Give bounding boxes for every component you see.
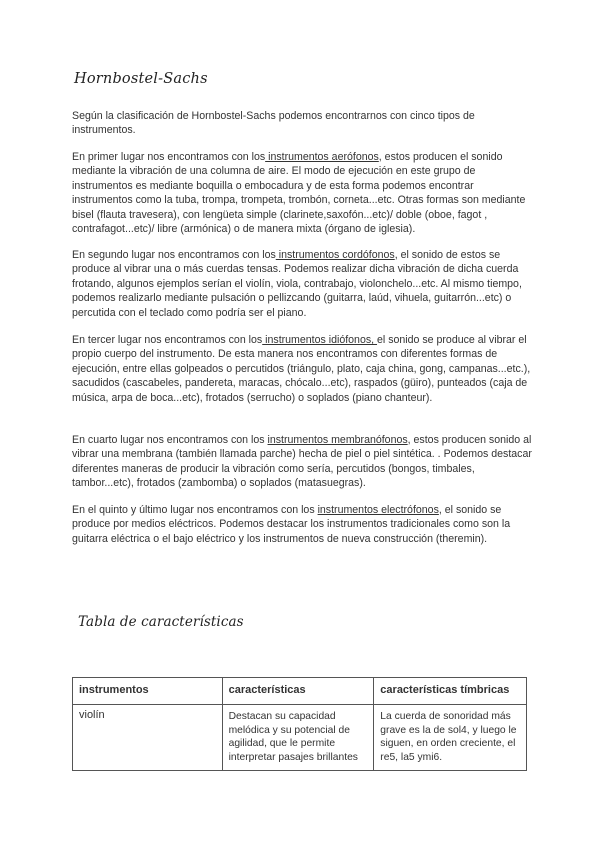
column-header-timbre: características tímbricas — [374, 678, 527, 705]
link-electrophones[interactable]: instrumentos electrófonos — [317, 504, 439, 516]
link-membranophones[interactable]: instrumentos membranófonos — [267, 434, 408, 446]
paragraph-text: , estos producen el sonido mediante la vibración de una columna de aire. El modo de ejecución en este grupo de instrumentos es mediante boquilla o embocadura y de esta forma podemos encontrar instrumentos como la tuba, trompa, trompeta, trombón, corneta...etc. Otras formas son mediante bisel (flauta travesera), con lengüeta simple (clarinete,saxofón...etc)/ doble (oboe, fagot , contrafagot...etc)/ libre (armónica) o de manera mixta (órgano de iglesia). — [72, 151, 526, 236]
paragraph-text: , el sonido se produce por medios eléctricos. Podemos destacar los instrumentos tradicionales como son la guitarra eléctrica o el bajo eléctrico y los instrumentos de nueva construcción (theremin). — [72, 504, 511, 545]
intro-paragraph: Según la clasificación de Hornbostel-Sachs podemos encontrarnos con cinco tipos de instrumentos. — [72, 110, 475, 137]
link-aerophones[interactable]: instrumentos aerófonos — [265, 151, 379, 163]
paragraph-idiophones — [72, 333, 534, 405]
paragraph-text: , el sonido de estos se produce al vibrar una o más cuerdas tensas. Podemos realizar dicha vibración de dicha cuerda frotando, algunos ejemplos serían el violín, viola, contrabajo, violonchelo...etc. Al mismo tiempo, podemos realizarlo mediante pulsación o pellizcando (guitarra, laúd, vihuela, guitarrón...etc) o percutida con el teclado como podría ser el piano. — [72, 249, 522, 319]
paragraph-text: En tercer lugar nos encontramos con los — [72, 334, 263, 346]
paragraph-text: En primer lugar nos encontramos con los — [72, 151, 266, 163]
table-cell-instrument: violín — [73, 705, 223, 771]
table-cell-characteristics: Destacan su capacidad melódica y su potencial de agilidad, que le permite interpretar pasajes brillantes — [222, 705, 374, 771]
table-row — [73, 705, 527, 771]
paragraph-text: En el quinto y último lugar nos encontramos con los — [72, 504, 318, 516]
paragraph-membranophones — [72, 433, 534, 491]
paragraph-text: En segundo lugar nos encontramos con los — [72, 249, 276, 261]
column-header-instruments: instrumentos — [73, 678, 223, 705]
table-header-row — [73, 678, 527, 705]
paragraph-chordophones — [72, 248, 534, 320]
link-idiophones[interactable]: instrumentos idiófonos, — [262, 334, 378, 346]
paragraph-text: el sonido se produce al vibrar el propio cuerpo del instrumento. De esta manera nos encontramos con diferentes formas de ejecución, entre ellas golpeados o percutidos (triángulo, plato, caja china, gong, campanas...etc.), sacudidos (cascabeles, pandereta, maracas, chócalo...etc), raspados (güiro), punteados (caja de música, arpa de boca...etc), frotados (serrucho) o soplados (piano chanteur). — [72, 334, 531, 404]
paragraph-text: , estos producen sonido al vibrar una membrana (también llamada parche) hecha de piel o piel sintética. . Podemos destacar diferentes maneras de producir la vibración como sería, percutidos (bongos, timbales, tambor...etc), frotados (zambomba) o soplados (matasuegras). — [72, 434, 532, 490]
table-cell-timbre: La cuerda de sonoridad más grave es la de sol4, y luego le siguen, en orden creciente, el re5, la5 ymi6. — [374, 705, 527, 771]
link-chordophones[interactable]: instrumentos cordófonos — [275, 249, 395, 261]
paragraph-text: En cuarto lugar nos encontramos con los — [72, 434, 268, 446]
column-header-characteristics: características — [222, 678, 374, 705]
characteristics-table — [72, 677, 527, 771]
paragraph-electrophones — [72, 503, 534, 546]
paragraph-aerophones — [72, 150, 534, 236]
document-title: Hornbostel-Sachs — [74, 71, 208, 87]
table-title: Tabla de características — [78, 614, 244, 630]
